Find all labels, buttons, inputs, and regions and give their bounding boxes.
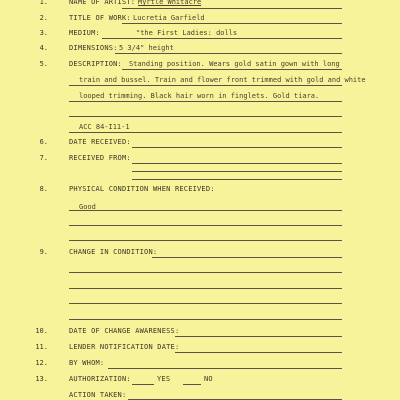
by-whom-label: BY WHOM:: [69, 359, 105, 367]
accession-number: ACC 84-I11-1: [79, 123, 130, 131]
accession-line: [69, 132, 342, 133]
description-rule-4: [69, 116, 342, 117]
description-rule-3: [69, 101, 342, 102]
change-condition-label: CHANGE IN CONDITION:: [69, 248, 158, 256]
authorization-label: AUTHORIZATION:: [69, 375, 131, 383]
lender-notification-field[interactable]: [175, 352, 342, 353]
field-number: 10.: [35, 327, 48, 335]
field-number: 4.: [39, 44, 48, 52]
received-from-rule-3: [132, 179, 342, 180]
by-whom-field[interactable]: [108, 368, 342, 369]
field-number: 9.: [39, 248, 48, 256]
physical-condition-label: PHYSICAL CONDITION WHEN RECEIVED:: [69, 185, 215, 193]
condition-rule-2: [69, 225, 342, 226]
field-number: 1.: [39, 0, 48, 6]
title-line: [122, 23, 342, 24]
date-received-field[interactable]: [132, 147, 342, 148]
artist-label: NAME OF ARTIST:: [69, 0, 136, 6]
action-taken-label: ACTION TAKEN:: [69, 391, 127, 399]
authorization-no-blank[interactable]: [183, 384, 201, 385]
change-awareness-label: DATE OF CHANGE AWARENESS:: [69, 327, 180, 335]
field-number: 8.: [39, 185, 48, 193]
received-from-rule-2: [132, 171, 342, 172]
lender-notification-label: LENDER NOTIFICATION DATE:: [69, 343, 180, 351]
change-rule-2: [69, 288, 342, 289]
physical-condition-value: Good: [79, 203, 96, 211]
authorization-yes-label: YES: [157, 375, 171, 383]
description-value: Standing position. Wears gold satin gown with long: [129, 60, 340, 68]
authorization-no-label: NO: [204, 375, 213, 383]
field-number: 2.: [39, 14, 48, 22]
description-line-2: train and bussel. Train and flower front trimmed with gold and white: [79, 76, 366, 84]
title-label: TITLE OF WORK:: [69, 14, 131, 22]
change-condition-field[interactable]: [152, 257, 342, 258]
change-rule-4: [69, 319, 342, 320]
field-number: 12.: [35, 359, 48, 367]
field-number: 7.: [39, 154, 48, 162]
condition-rule-1: [69, 210, 342, 211]
title-value: Lucretia Garfield: [133, 14, 205, 22]
dimensions-value: 5 3/4" height: [119, 44, 174, 52]
change-rule-1: [69, 272, 342, 273]
description-line-3: looped trimming. Black hair worn in finglets. Gold tiara.: [79, 92, 320, 100]
authorization-yes-blank[interactable]: [132, 384, 154, 385]
description-line: [122, 69, 342, 70]
field-number: 5.: [39, 60, 48, 68]
dimensions-label: DIMENSIONS:: [69, 44, 118, 52]
condition-rule-3: [69, 240, 342, 241]
field-number: 11.: [35, 343, 48, 351]
medium-value: "the First Ladies: dolls: [136, 29, 238, 37]
medium-label: MEDIUM:: [69, 29, 100, 37]
medium-line: [102, 38, 342, 39]
field-number: 13.: [35, 375, 48, 383]
field-number: 3.: [39, 29, 48, 37]
received-from-label: RECEIVED FROM:: [69, 154, 131, 162]
artist-line: [122, 8, 342, 9]
received-from-field[interactable]: [132, 163, 342, 164]
field-number: 6.: [39, 138, 48, 146]
dimensions-line: [115, 53, 342, 54]
date-received-label: DATE RECEIVED:: [69, 138, 131, 146]
change-rule-3: [69, 303, 342, 304]
description-label: DESCRIPTION:: [69, 60, 122, 68]
change-awareness-field[interactable]: [175, 336, 342, 337]
description-rule-2: [69, 85, 342, 86]
artist-value: Myrtle Whitacre: [138, 0, 202, 6]
